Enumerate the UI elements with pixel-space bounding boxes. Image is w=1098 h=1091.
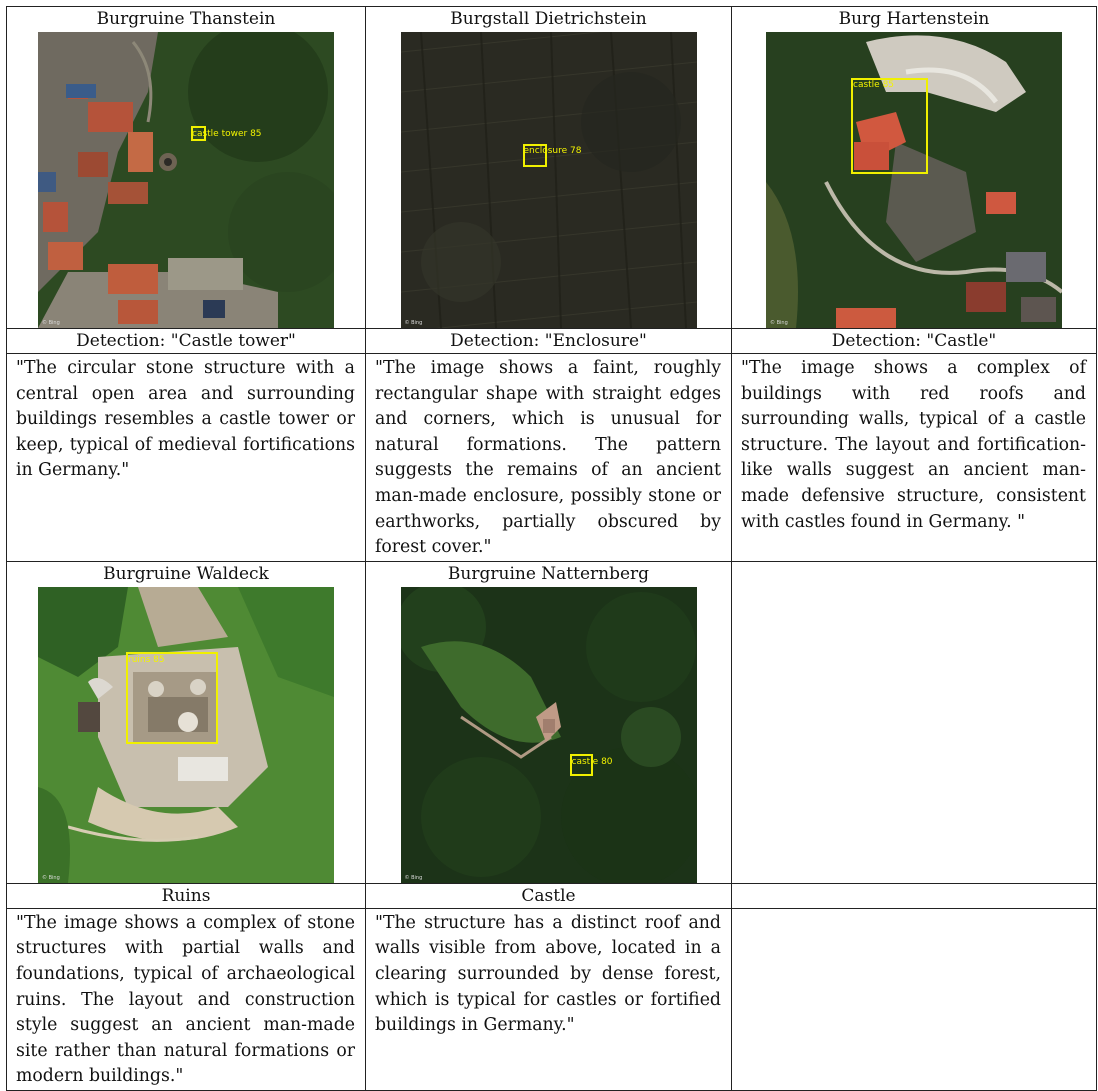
detection-label: castle 85 — [853, 80, 895, 90]
explanation-cell — [732, 354, 1097, 562]
explanation-cell — [7, 354, 366, 562]
aerial-image: enclosure 78 © Bing — [401, 32, 697, 328]
explanation-cell — [366, 354, 732, 562]
detection-class: Detection: "Castle tower" — [7, 329, 366, 354]
aerial-image: castle 80 © Bing — [401, 587, 697, 883]
detection-label: castle tower 85 — [192, 129, 262, 139]
aerial-image: ruins 85 © Bing — [38, 587, 334, 883]
explanation-text: "The image shows a faint, roughly rectangular shape with straight edges and corners, which is unusual for natural formations. The pattern suggests the remains of an ancient man-made enclosure, possibly stone or earthworks, partially obscured by forest cover." — [375, 358, 721, 558]
empty-cell — [732, 908, 1097, 1090]
explanation-text: "The circular stone structure with a central open area and surrounding buildings resembles a castle tower or keep, typical of medieval fortifications in Germany." — [16, 358, 355, 481]
site-title: Burgstall Dietrichstein — [450, 9, 647, 29]
site-cell — [7, 7, 366, 329]
aerial-image: castle tower 85 © Bing — [38, 32, 334, 328]
aerial-image: castle 85 © Bing — [766, 32, 1062, 328]
explanation-cell — [7, 908, 366, 1090]
site-title: Burg Hartenstein — [838, 9, 990, 29]
detection-label: castle 80 — [571, 756, 613, 767]
detection-label: enclosure 78 — [523, 146, 582, 156]
site-cell — [366, 7, 732, 329]
explanation-cell — [366, 908, 732, 1090]
empty-cell — [732, 883, 1097, 908]
results-table — [6, 6, 1097, 1091]
site-cell — [732, 7, 1097, 329]
explanation-text: "The structure has a distinct roof and walls visible from above, located in a clearing surrounded by dense forest, which is typical for castles or fortified buildings in Germany." — [375, 912, 721, 1036]
detection-class: Castle — [366, 883, 732, 908]
detection-class: Ruins — [7, 883, 366, 908]
site-cell — [7, 561, 366, 883]
explanation-text: "The image shows a complex of stone structures with partial walls and foundations, typical of archaeological ruins. The layout and construction style suggest an ancient man-made site rather than natural formations or modern buildings." — [16, 912, 355, 1087]
detection-label: ruins 85 — [128, 654, 165, 665]
site-cell — [366, 561, 732, 883]
site-title: Burgruine Waldeck — [103, 563, 269, 584]
site-title: Burgruine Thanstein — [96, 9, 276, 29]
explanation-text: "The image shows a complex of buildings with red roofs and surrounding walls, typical of a castle structure. The layout and fortification-like walls suggest an ancient man-made defensive structure, consistent with castles found in Germany. " — [741, 358, 1086, 532]
empty-cell — [732, 561, 1097, 883]
detection-class: Detection: "Enclosure" — [366, 329, 732, 354]
detection-class: Detection: "Castle" — [732, 329, 1097, 354]
site-title: Burgruine Natternberg — [447, 563, 650, 584]
